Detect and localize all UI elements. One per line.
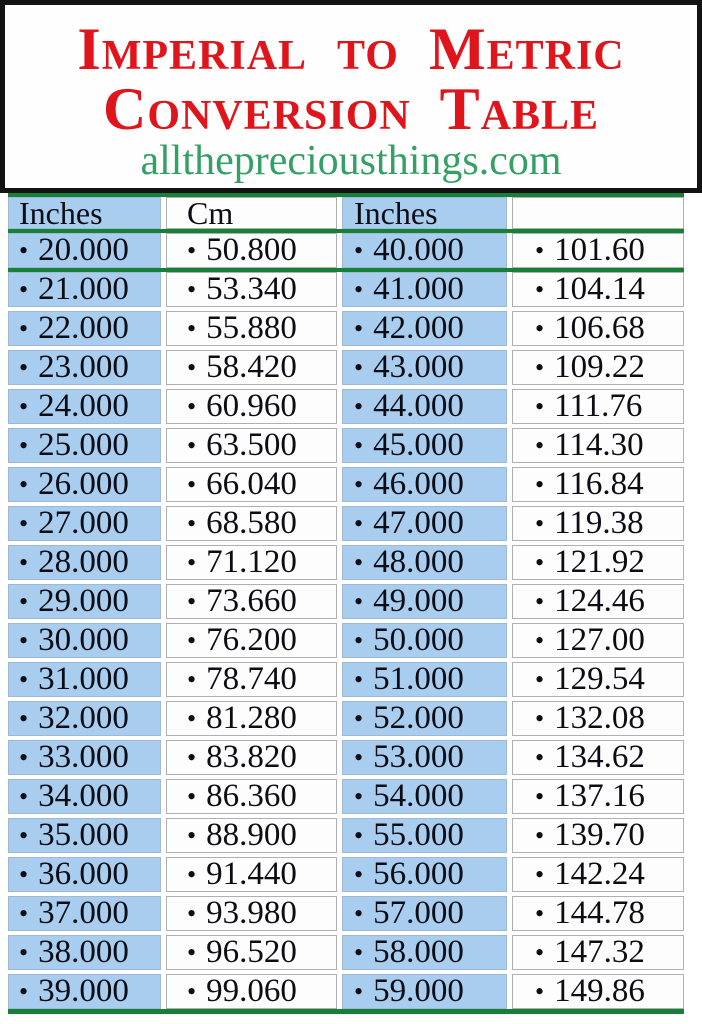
bullet-icon: • xyxy=(19,586,29,616)
cell-value: 58.000 xyxy=(373,935,464,970)
cell-value: 34.000 xyxy=(38,779,129,814)
table-cell xyxy=(512,272,684,307)
bullet-icon: • xyxy=(19,313,29,343)
bullet-icon: • xyxy=(535,976,545,1006)
table-cell xyxy=(8,584,161,619)
cell-value: 50.000 xyxy=(373,623,464,658)
cell-value: 116.84 xyxy=(554,467,644,502)
bullet-icon: • xyxy=(535,859,545,889)
table-cell xyxy=(512,623,684,658)
cell-value: 44.000 xyxy=(373,389,464,424)
cell-value: 73.660 xyxy=(206,584,297,619)
cell-value: 147.32 xyxy=(554,935,645,970)
table-row xyxy=(8,779,684,814)
cell-value: 109.22 xyxy=(554,350,645,385)
bullet-icon: • xyxy=(354,313,364,343)
table-cell xyxy=(8,896,161,931)
cell-value: 46.000 xyxy=(373,467,464,502)
bullet-icon: • xyxy=(187,898,197,928)
cell-value: 33.000 xyxy=(38,740,129,775)
bullet-icon: • xyxy=(19,937,29,967)
table-row xyxy=(8,233,684,268)
table-cell xyxy=(342,740,507,775)
table-row xyxy=(8,935,684,970)
table-cell xyxy=(512,584,684,619)
cell-value: 22.000 xyxy=(38,311,129,346)
table-cell xyxy=(512,506,684,541)
cell-value: 104.14 xyxy=(554,272,645,307)
table-cell xyxy=(166,311,337,346)
table-cell xyxy=(8,389,161,424)
table-cell xyxy=(512,857,684,892)
cell-value: 78.740 xyxy=(206,662,297,697)
cell-value: 47.000 xyxy=(373,506,464,541)
table-cell xyxy=(8,779,161,814)
conversion-table xyxy=(8,193,684,1014)
column-header-inches-2: Inches xyxy=(342,197,507,229)
page-title-line1: Imperial to Metric xyxy=(77,16,625,82)
bullet-icon: • xyxy=(19,781,29,811)
table-cell xyxy=(8,311,161,346)
bullet-icon: • xyxy=(354,586,364,616)
cell-value: 50.800 xyxy=(206,233,297,268)
bullet-icon: • xyxy=(187,274,197,304)
table-cell xyxy=(512,974,684,1009)
cell-value: 121.92 xyxy=(554,545,645,580)
bullet-icon: • xyxy=(535,703,545,733)
table-cell xyxy=(342,623,507,658)
cell-value: 88.900 xyxy=(206,818,297,853)
bullet-icon: • xyxy=(187,235,197,265)
table-row xyxy=(8,623,684,658)
table-cell xyxy=(342,974,507,1009)
table-cell xyxy=(342,428,507,463)
table-row xyxy=(8,467,684,502)
bullet-icon: • xyxy=(187,859,197,889)
bullet-icon: • xyxy=(187,547,197,577)
page-title-line2: Conversion Table xyxy=(102,76,600,142)
bullet-icon: • xyxy=(354,937,364,967)
bullet-icon: • xyxy=(535,742,545,772)
bullet-icon: • xyxy=(187,586,197,616)
table-row xyxy=(8,818,684,853)
cell-value: 48.000 xyxy=(373,545,464,580)
cell-value: 52.000 xyxy=(373,701,464,736)
cell-value: 20.000 xyxy=(38,233,129,268)
bullet-icon: • xyxy=(535,313,545,343)
bullet-icon: • xyxy=(19,664,29,694)
cell-value: 37.000 xyxy=(38,896,129,931)
cell-value: 63.500 xyxy=(206,428,297,463)
table-cell xyxy=(166,545,337,580)
table-cell xyxy=(512,896,684,931)
table-cell xyxy=(512,818,684,853)
cell-value: 144.78 xyxy=(554,896,645,931)
table-cell xyxy=(342,857,507,892)
cell-value: 30.000 xyxy=(38,623,129,658)
bullet-icon: • xyxy=(535,508,545,538)
cell-value: 41.000 xyxy=(373,272,464,307)
bullet-icon: • xyxy=(535,664,545,694)
cell-value: 76.200 xyxy=(206,623,297,658)
bullet-icon: • xyxy=(535,937,545,967)
table-cell xyxy=(342,233,507,268)
bullet-icon: • xyxy=(187,664,197,694)
bullet-icon: • xyxy=(535,469,545,499)
cell-value: 139.70 xyxy=(554,818,645,853)
table-cell xyxy=(166,623,337,658)
table-cell xyxy=(8,740,161,775)
cell-value: 86.360 xyxy=(206,779,297,814)
bullet-icon: • xyxy=(19,430,29,460)
bullet-icon: • xyxy=(19,820,29,850)
cell-value: 25.000 xyxy=(38,428,129,463)
cell-value: 49.000 xyxy=(373,584,464,619)
cell-value: 53.340 xyxy=(206,272,297,307)
table-cell xyxy=(166,779,337,814)
bullet-icon: • xyxy=(535,352,545,382)
table-cell xyxy=(342,896,507,931)
table-row xyxy=(8,896,684,931)
table-cell xyxy=(512,350,684,385)
cell-value: 119.38 xyxy=(554,506,644,541)
cell-value: 54.000 xyxy=(373,779,464,814)
table-row xyxy=(8,584,684,619)
table-cell xyxy=(342,506,507,541)
cell-value: 114.30 xyxy=(554,428,644,463)
bullet-icon: • xyxy=(19,508,29,538)
bullet-icon: • xyxy=(354,781,364,811)
bullet-icon: • xyxy=(535,391,545,421)
cell-value: 28.000 xyxy=(38,545,129,580)
table-row xyxy=(8,311,684,346)
bullet-icon: • xyxy=(354,898,364,928)
header-box xyxy=(0,0,702,193)
bullet-icon: • xyxy=(187,937,197,967)
cell-value: 36.000 xyxy=(38,857,129,892)
table-cell xyxy=(512,545,684,580)
table-cell xyxy=(166,428,337,463)
bullet-icon: • xyxy=(354,235,364,265)
table-cell xyxy=(166,974,337,1009)
cell-value: 53.000 xyxy=(373,740,464,775)
table-cell xyxy=(166,857,337,892)
table-cell xyxy=(166,740,337,775)
table-cell xyxy=(342,467,507,502)
cell-value: 39.000 xyxy=(38,974,129,1009)
table-cell xyxy=(166,662,337,697)
table-cell xyxy=(512,779,684,814)
bullet-icon: • xyxy=(187,820,197,850)
bullet-icon: • xyxy=(187,976,197,1006)
table-header-row xyxy=(8,197,684,229)
table-row xyxy=(8,701,684,736)
bullet-icon: • xyxy=(354,859,364,889)
bullet-icon: • xyxy=(535,430,545,460)
table-cell xyxy=(166,818,337,853)
table-cell xyxy=(166,701,337,736)
table-cell xyxy=(512,233,684,268)
bullet-icon: • xyxy=(354,508,364,538)
table-cell xyxy=(166,467,337,502)
cell-value: 66.040 xyxy=(206,467,297,502)
table-cell xyxy=(166,584,337,619)
bullet-icon: • xyxy=(19,898,29,928)
table-cell xyxy=(166,272,337,307)
table-cell xyxy=(8,233,161,268)
table-cell xyxy=(342,272,507,307)
bullet-icon: • xyxy=(354,469,364,499)
cell-value: 137.16 xyxy=(554,779,645,814)
cell-value: 91.440 xyxy=(206,857,297,892)
cell-value: 24.000 xyxy=(38,389,129,424)
bullet-icon: • xyxy=(19,547,29,577)
bullet-icon: • xyxy=(354,742,364,772)
table-cell xyxy=(342,779,507,814)
cell-value: 132.08 xyxy=(554,701,645,736)
table-cell xyxy=(342,701,507,736)
bullet-icon: • xyxy=(187,469,197,499)
cell-value: 55.000 xyxy=(373,818,464,853)
table-cell xyxy=(512,740,684,775)
table-cell xyxy=(8,935,161,970)
table-cell xyxy=(342,662,507,697)
bullet-icon: • xyxy=(354,625,364,655)
column-header-cm-2 xyxy=(512,197,684,229)
bullet-icon: • xyxy=(535,274,545,304)
bullet-icon: • xyxy=(535,820,545,850)
cell-value: 96.520 xyxy=(206,935,297,970)
cell-value: 71.120 xyxy=(206,545,297,580)
cell-value: 59.000 xyxy=(373,974,464,1009)
cell-value: 106.68 xyxy=(554,311,645,346)
table-row xyxy=(8,740,684,775)
cell-value: 38.000 xyxy=(38,935,129,970)
bullet-icon: • xyxy=(19,391,29,421)
cell-value: 27.000 xyxy=(38,506,129,541)
table-cell xyxy=(166,935,337,970)
bullet-icon: • xyxy=(19,274,29,304)
table-cell xyxy=(342,311,507,346)
cell-value: 43.000 xyxy=(373,350,464,385)
table-cell xyxy=(8,545,161,580)
table-cell xyxy=(342,584,507,619)
table-cell xyxy=(512,311,684,346)
table-cell xyxy=(8,272,161,307)
bullet-icon: • xyxy=(19,859,29,889)
table-cell xyxy=(8,623,161,658)
bullet-icon: • xyxy=(354,274,364,304)
table-cell xyxy=(8,428,161,463)
table-cell xyxy=(342,350,507,385)
table-cell xyxy=(166,896,337,931)
cell-value: 45.000 xyxy=(373,428,464,463)
bullet-icon: • xyxy=(354,547,364,577)
cell-value: 40.000 xyxy=(373,233,464,268)
table-cell xyxy=(166,350,337,385)
bullet-icon: • xyxy=(535,547,545,577)
column-header-inches-1: Inches xyxy=(8,197,161,229)
cell-value: 23.000 xyxy=(38,350,129,385)
bullet-icon: • xyxy=(535,586,545,616)
cell-value: 31.000 xyxy=(38,662,129,697)
bullet-icon: • xyxy=(19,352,29,382)
table-row xyxy=(8,389,684,424)
cell-value: 124.46 xyxy=(554,584,645,619)
cell-value: 21.000 xyxy=(38,272,129,307)
bullet-icon: • xyxy=(187,313,197,343)
bullet-icon: • xyxy=(354,391,364,421)
bullet-icon: • xyxy=(187,508,197,538)
bullet-icon: • xyxy=(354,352,364,382)
bullet-icon: • xyxy=(354,703,364,733)
cell-value: 68.580 xyxy=(206,506,297,541)
table-cell xyxy=(8,701,161,736)
table-row xyxy=(8,857,684,892)
cell-value: 129.54 xyxy=(554,662,645,697)
bullet-icon: • xyxy=(187,391,197,421)
table-cell xyxy=(8,350,161,385)
table-row xyxy=(8,506,684,541)
table-row xyxy=(8,662,684,697)
table-cell xyxy=(512,662,684,697)
cell-value: 111.76 xyxy=(554,389,643,424)
cell-value: 42.000 xyxy=(373,311,464,346)
cell-value: 26.000 xyxy=(38,467,129,502)
bullet-icon: • xyxy=(187,625,197,655)
cell-value: 134.62 xyxy=(554,740,645,775)
table-cell xyxy=(512,467,684,502)
cell-value: 127.00 xyxy=(554,623,645,658)
table-cell xyxy=(8,467,161,502)
table-cell xyxy=(342,389,507,424)
table-rows xyxy=(8,233,684,1009)
table-row xyxy=(8,428,684,463)
table-cell xyxy=(342,818,507,853)
table-cell xyxy=(512,935,684,970)
table-cell xyxy=(512,428,684,463)
bullet-icon: • xyxy=(187,781,197,811)
bullet-icon: • xyxy=(187,703,197,733)
table-row xyxy=(8,974,684,1009)
bullet-icon: • xyxy=(187,352,197,382)
column-header-cm-1: Cm xyxy=(166,197,337,229)
divider-line-bottom xyxy=(8,1009,684,1014)
table-cell xyxy=(8,662,161,697)
cell-value: 60.960 xyxy=(206,389,297,424)
cell-value: 58.420 xyxy=(206,350,297,385)
bullet-icon: • xyxy=(19,235,29,265)
table-cell xyxy=(8,506,161,541)
cell-value: 99.060 xyxy=(206,974,297,1009)
bullet-icon: • xyxy=(19,703,29,733)
bullet-icon: • xyxy=(19,976,29,1006)
bullet-icon: • xyxy=(354,976,364,1006)
cell-value: 29.000 xyxy=(38,584,129,619)
table-cell xyxy=(8,974,161,1009)
table-cell xyxy=(166,506,337,541)
table-cell xyxy=(8,857,161,892)
table-row xyxy=(8,272,684,307)
bullet-icon: • xyxy=(535,898,545,928)
table-cell xyxy=(512,701,684,736)
cell-value: 55.880 xyxy=(206,311,297,346)
bullet-icon: • xyxy=(354,664,364,694)
table-row xyxy=(8,545,684,580)
cell-value: 81.280 xyxy=(206,701,297,736)
cell-value: 51.000 xyxy=(373,662,464,697)
bullet-icon: • xyxy=(535,781,545,811)
table-row xyxy=(8,350,684,385)
bullet-icon: • xyxy=(19,469,29,499)
cell-value: 56.000 xyxy=(373,857,464,892)
bullet-icon: • xyxy=(535,235,545,265)
cell-value: 32.000 xyxy=(38,701,129,736)
bullet-icon: • xyxy=(535,625,545,655)
bullet-icon: • xyxy=(354,430,364,460)
cell-value: 142.24 xyxy=(554,857,645,892)
website-text: allthepreciousthings.com xyxy=(140,138,562,184)
cell-value: 101.60 xyxy=(554,233,645,268)
table-cell xyxy=(342,545,507,580)
cell-value: 83.820 xyxy=(206,740,297,775)
cell-value: 93.980 xyxy=(206,896,297,931)
table-cell xyxy=(166,233,337,268)
cell-value: 149.86 xyxy=(554,974,645,1009)
bullet-icon: • xyxy=(187,742,197,772)
table-cell xyxy=(8,818,161,853)
cell-value: 57.000 xyxy=(373,896,464,931)
table-cell xyxy=(166,389,337,424)
table-cell xyxy=(512,389,684,424)
bullet-icon: • xyxy=(187,430,197,460)
cell-value: 35.000 xyxy=(38,818,129,853)
bullet-icon: • xyxy=(19,625,29,655)
bullet-icon: • xyxy=(354,820,364,850)
bullet-icon: • xyxy=(19,742,29,772)
table-cell xyxy=(342,935,507,970)
